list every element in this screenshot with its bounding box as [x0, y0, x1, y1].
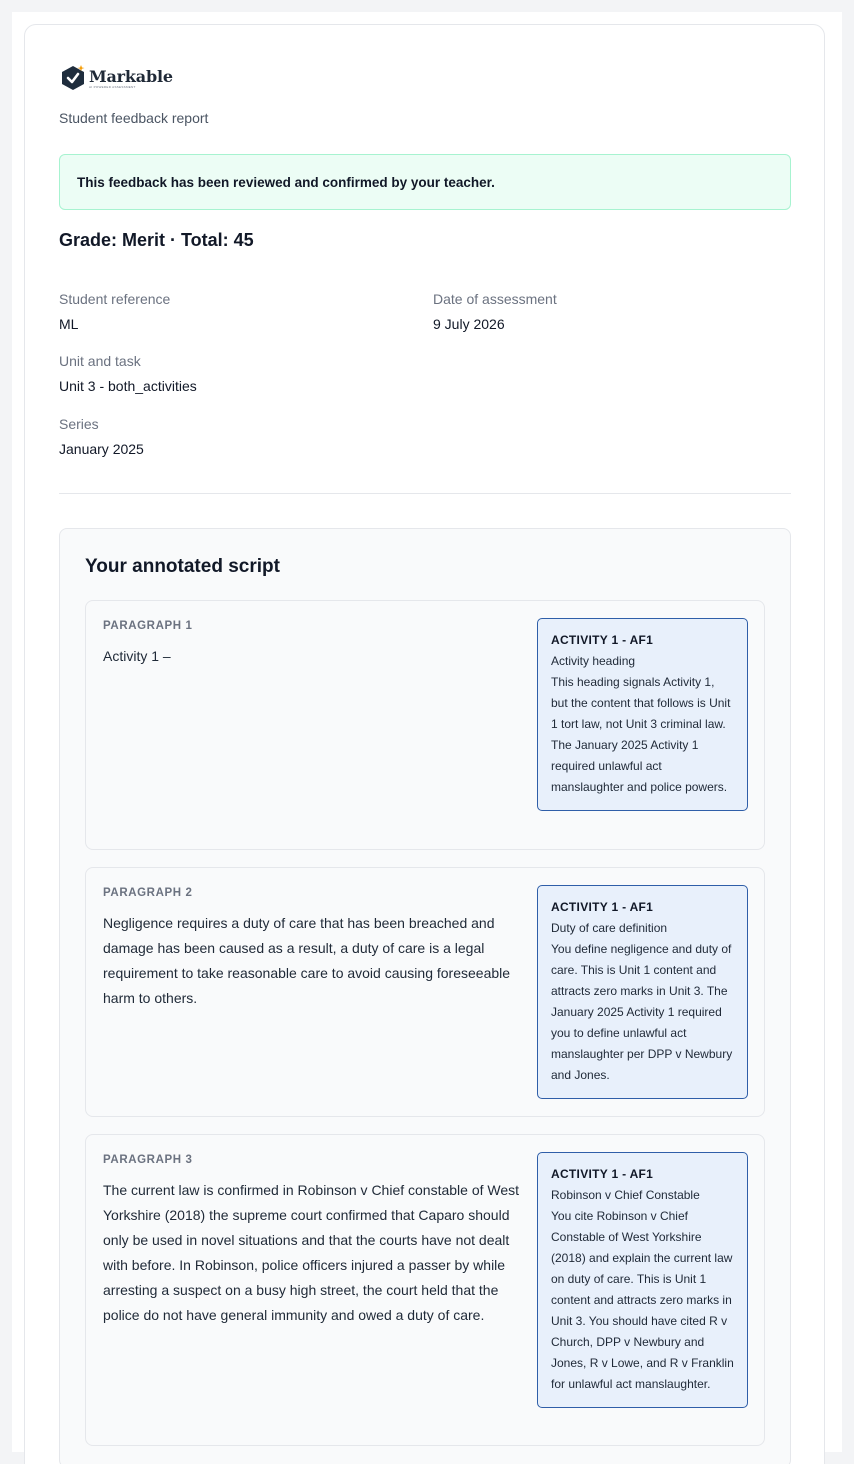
confirmation-text: This feedback has been reviewed and confirmed by your teacher.: [77, 174, 495, 190]
grade-summary: Grade: Merit · Total: 45: [59, 230, 254, 250]
annotation-box: [537, 885, 748, 1099]
annotation-code: ACTIVITY 1 - AF1: [551, 633, 654, 647]
annotation-body: This heading signals Activity 1, but the content that follows is Unit 1 tort law, not Unit 3 criminal law. The January 2025 Activity 1 required unlawful act manslaughter and police powers.: [551, 675, 731, 794]
annotation-box: [537, 1152, 748, 1408]
date-of-assessment-value: 9 July 2026: [433, 316, 505, 332]
annotation-heading: Duty of care definition: [551, 921, 668, 935]
student-reference-label: Student reference: [59, 291, 171, 307]
annotation-heading: Robinson v Chief Constable: [551, 1188, 700, 1202]
unit-and-task-value: Unit 3 - both_activities: [59, 378, 197, 394]
series-value: January 2025: [59, 441, 144, 457]
annotation-body: You define negligence and duty of care. This is Unit 1 content and attracts zero marks in Unit 3. The January 2025 Activity 1 required you to define unlawful act manslaughter per DPP v Newbury and Jones.: [551, 942, 733, 1082]
paragraph-text: The current law is confirmed in Robinson v Chief constable of West Yorkshire (2018) the supreme court confirmed that Caparo should only be used in novel situations and that the courts have not dealt with before. In Robinson, police officers injured a passer by while arresting a suspect on a busy high street, the court held that the police do not have general immunity and owed a duty of care.: [103, 1182, 520, 1323]
paragraph-card: [85, 600, 765, 850]
annotation-code: ACTIVITY 1 - AF1: [551, 900, 654, 914]
shield-check-icon: [60, 64, 86, 92]
unit-and-task-label: Unit and task: [59, 353, 141, 369]
annotation-box: [537, 618, 748, 811]
paragraph-label: PARAGRAPH 3: [103, 1154, 193, 1166]
series-label: Series: [59, 416, 99, 432]
section-divider: [59, 493, 791, 494]
annotated-script-title: Your annotated script: [85, 556, 280, 577]
paragraph-label: PARAGRAPH 2: [103, 887, 193, 899]
brand-tagline: AI POWERED ASSESSMENT: [89, 84, 136, 89]
date-of-assessment-label: Date of assessment: [433, 291, 557, 307]
annotation-code: ACTIVITY 1 - AF1: [551, 1167, 654, 1181]
paragraph-card: [85, 867, 765, 1117]
student-reference-value: ML: [59, 316, 79, 332]
confirmation-banner: [59, 154, 791, 210]
annotation-heading: Activity heading: [551, 654, 636, 668]
paragraph-text: Negligence requires a duty of care that has been breached and damage has been caused as a result, a duty of care is a legal requirement to take reasonable care to avoid causing foreseeable harm to others.: [103, 915, 511, 1006]
paragraph-label: PARAGRAPH 1: [103, 620, 193, 632]
paragraph-text: Activity 1 –: [103, 648, 171, 664]
annotation-body: You cite Robinson v Chief Constable of West Yorkshire (2018) and explain the current law on duty of care. This is Unit 1 content and attracts zero marks in Unit 3. You should have cited R v Church, DPP v Newbury and Jones, R v Lowe, and R v Franklin for unlawful act manslaughter.: [551, 1209, 734, 1391]
paragraph-card: [85, 1134, 765, 1446]
brand-name: Markable: [89, 66, 173, 86]
markable-logo: [60, 64, 173, 92]
report-subtitle: Student feedback report: [59, 110, 209, 126]
